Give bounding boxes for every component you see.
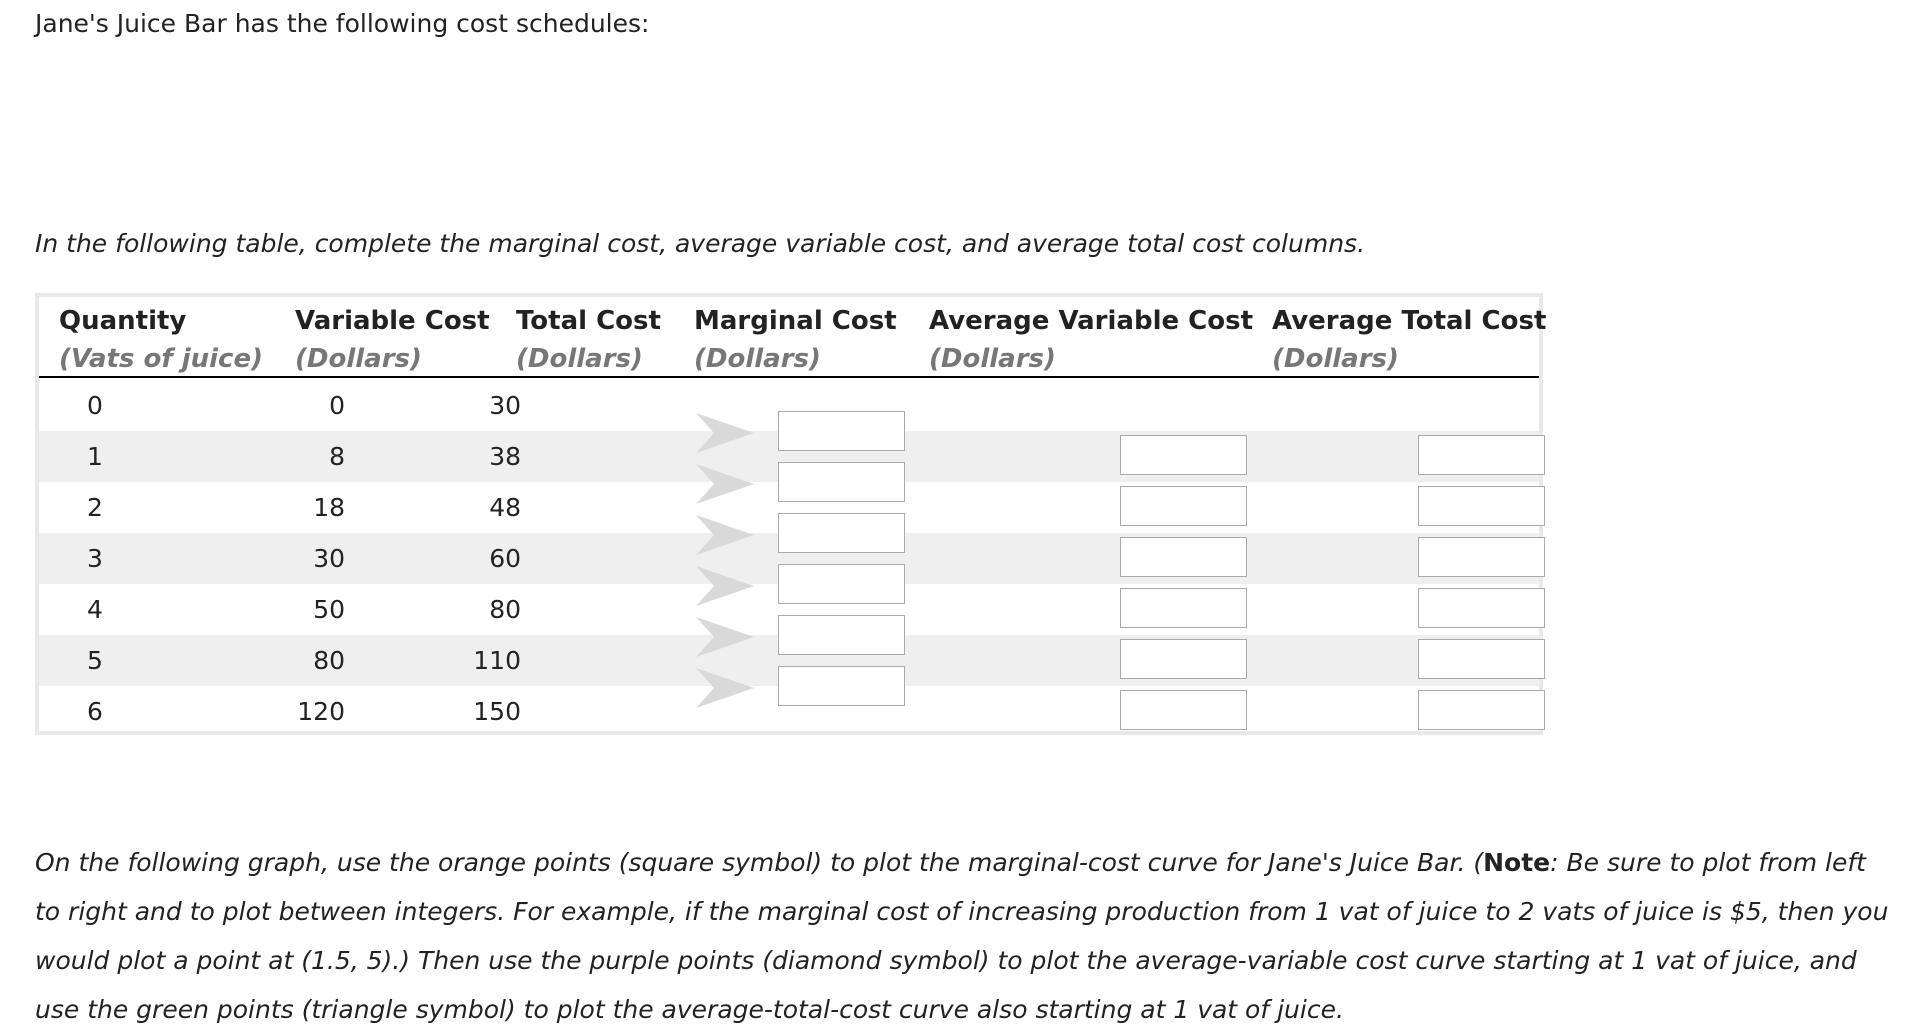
atc-input-3[interactable] (1418, 537, 1545, 577)
header-divider (39, 376, 1539, 378)
header-unit: (Vats of juice) (59, 344, 263, 374)
avc-input-3[interactable] (1120, 537, 1247, 577)
total-cost-cell: 30 (489, 391, 521, 420)
cost-table (35, 293, 1547, 735)
variable-cost-cell: 120 (297, 697, 345, 726)
chevron-right-icon (694, 462, 756, 506)
atc-input-4[interactable] (1418, 588, 1545, 628)
total-cost-cell: 150 (473, 697, 521, 726)
atc-input-6[interactable] (1418, 690, 1545, 730)
marginal-cost-input-5-6[interactable] (778, 666, 905, 706)
variable-cost-cell: 50 (313, 595, 345, 624)
atc-input-1[interactable] (1418, 435, 1545, 475)
header-title: Variable Cost (295, 306, 490, 336)
marginal-cost-input-0-1[interactable] (778, 411, 905, 451)
avc-input-4[interactable] (1120, 588, 1247, 628)
variable-cost-cell: 0 (329, 391, 345, 420)
header-unit: (Dollars) (1272, 344, 1399, 374)
chevron-right-icon (694, 564, 756, 608)
header-title: Average Total Cost (1272, 306, 1547, 336)
quantity-cell: 2 (87, 493, 103, 522)
intro-text: Jane's Juice Bar has the following cost schedules: (35, 9, 650, 38)
instruction-part-1: On the following graph, use the orange points (square symbol) to plot the marginal-cost curve for Jane's Juice Bar. ( (35, 848, 1484, 877)
quantity-cell: 6 (87, 697, 103, 726)
header-title: Quantity (59, 306, 187, 336)
header-variable-cost (295, 305, 490, 375)
header-unit: (Dollars) (516, 344, 643, 374)
variable-cost-cell: 80 (313, 646, 345, 675)
quantity-cell: 1 (87, 442, 103, 471)
header-average-variable-cost (929, 305, 1253, 375)
avc-input-6[interactable] (1120, 690, 1247, 730)
marginal-cost-input-1-2[interactable] (778, 462, 905, 502)
quantity-cell: 3 (87, 544, 103, 573)
avc-input-5[interactable] (1120, 639, 1247, 679)
chevron-right-icon (694, 411, 756, 455)
variable-cost-cell: 8 (329, 442, 345, 471)
avc-input-1[interactable] (1120, 435, 1247, 475)
total-cost-cell: 110 (473, 646, 521, 675)
header-title: Marginal Cost (694, 306, 897, 336)
header-title: Average Variable Cost (929, 306, 1254, 336)
header-average-total-cost (1272, 305, 1546, 375)
marginal-cost-input-3-4[interactable] (778, 564, 905, 604)
variable-cost-cell: 18 (313, 493, 345, 522)
total-cost-cell: 38 (489, 442, 521, 471)
instruction-part-2: : Be sure to plot from left to right and to plot between integers. For example, if the marginal cost of increasing production from 1 vat of juice to 2 vats of juice is $5, then you would plot a point at (1.5, 5).) Then use the purple points (diamond symbol) to plot the average-variable cost curve starting at 1 vat of juice, and use the green points (triangle symbol) to plot the average-total-cost curve also starting at 1 vat of juice. (35, 848, 1889, 1024)
header-unit: (Dollars) (295, 344, 422, 374)
marginal-cost-input-4-5[interactable] (778, 615, 905, 655)
chevron-right-icon (694, 513, 756, 557)
header-unit: (Dollars) (929, 344, 1056, 374)
header-quantity (59, 305, 263, 375)
header-title: Total Cost (516, 306, 661, 336)
total-cost-cell: 80 (489, 595, 521, 624)
note-label: Note (1483, 848, 1551, 877)
chevron-right-icon (694, 615, 756, 659)
graph-instructions (35, 838, 1895, 1034)
quantity-cell: 0 (87, 391, 103, 420)
total-cost-cell: 48 (489, 493, 521, 522)
header-unit: (Dollars) (694, 344, 821, 374)
atc-input-5[interactable] (1418, 639, 1545, 679)
total-cost-cell: 60 (489, 544, 521, 573)
header-total-cost (516, 305, 661, 375)
quantity-cell: 4 (87, 595, 103, 624)
marginal-cost-input-2-3[interactable] (778, 513, 905, 553)
avc-input-2[interactable] (1120, 486, 1247, 526)
header-marginal-cost (694, 305, 897, 375)
quantity-cell: 5 (87, 646, 103, 675)
chevron-right-icon (694, 666, 756, 710)
instruction-text: In the following table, complete the marginal cost, average variable cost, and average total cost columns. (35, 229, 1366, 258)
variable-cost-cell: 30 (313, 544, 345, 573)
atc-input-2[interactable] (1418, 486, 1545, 526)
